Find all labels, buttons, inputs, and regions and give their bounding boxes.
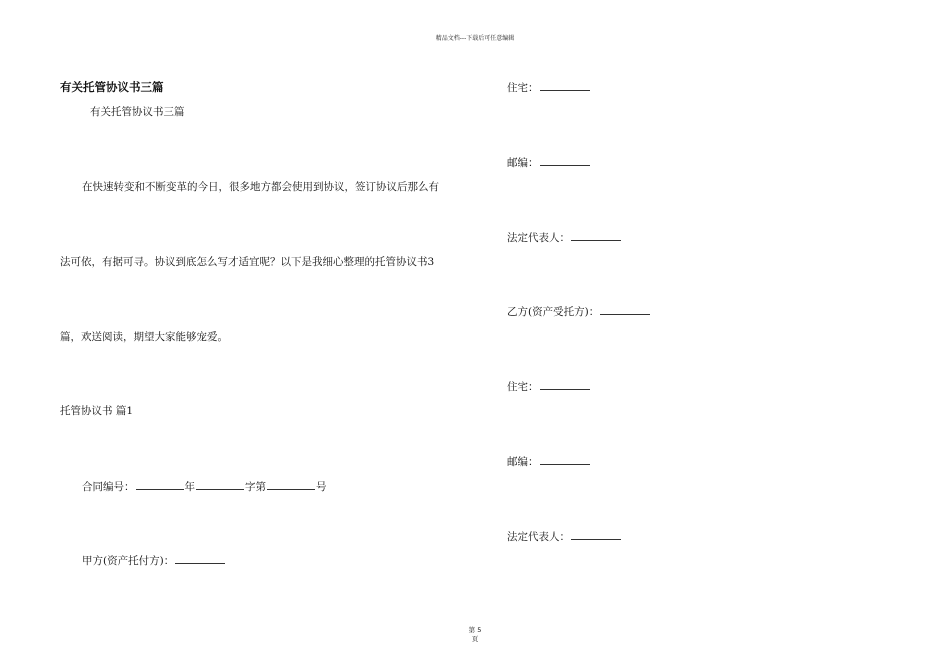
address-label-2: 住宅： bbox=[507, 381, 539, 393]
party-a-blank bbox=[175, 553, 225, 564]
intro-paragraph-line-3: 篇，欢送阅读，期望大家能够宠爱。 bbox=[60, 331, 228, 343]
party-b-blank bbox=[600, 304, 650, 315]
legal-rep-blank-2 bbox=[571, 529, 621, 540]
party-a-label: 甲方(资产托付方)： bbox=[82, 555, 175, 567]
contract-number-label: 合同编号： bbox=[82, 481, 135, 493]
legal-rep-line-1 bbox=[507, 230, 622, 245]
page-number-line-1: 第 5 bbox=[468, 626, 482, 634]
contract-number-line bbox=[82, 479, 327, 494]
page-number bbox=[0, 626, 950, 644]
section-heading: 托管协议书 篇1 bbox=[60, 405, 134, 417]
intro-paragraph-line-1: 在快速转变和不断变革的今日，很多地方都会使用到协议，签订协议后那么有 bbox=[82, 181, 439, 193]
legal-rep-label-1: 法定代表人： bbox=[507, 232, 570, 244]
postcode-line-1 bbox=[507, 155, 591, 170]
postcode-blank-1 bbox=[540, 155, 590, 166]
number-blank bbox=[267, 479, 315, 490]
party-b-line bbox=[507, 304, 651, 319]
postcode-label-1: 邮编： bbox=[507, 157, 539, 169]
page-number-line-2: 页 bbox=[471, 635, 479, 643]
legal-rep-line-2 bbox=[507, 529, 622, 544]
postcode-line-2 bbox=[507, 454, 591, 469]
party-a-line bbox=[82, 553, 226, 568]
year-blank bbox=[196, 479, 244, 490]
hao-label: 号 bbox=[316, 481, 327, 493]
address-label-1: 住宅： bbox=[507, 82, 539, 94]
document-title: 有关托管协议书三篇 bbox=[60, 80, 164, 94]
address-line-2 bbox=[507, 379, 591, 394]
address-blank-2 bbox=[540, 379, 590, 390]
year-label: 年 bbox=[184, 481, 195, 493]
document-subtitle: 有关托管协议书三篇 bbox=[90, 106, 185, 118]
legal-rep-blank-1 bbox=[571, 230, 621, 241]
postcode-blank-2 bbox=[540, 454, 590, 465]
document-header-note: 精品文档---下载后可任意编辑 bbox=[435, 35, 515, 42]
postcode-label-2: 邮编： bbox=[507, 456, 539, 468]
intro-paragraph-line-2: 法可依，有据可寻。协议到底怎么写才适宜呢？以下是我细心整理的托管协议书3 bbox=[60, 256, 435, 268]
contract-prefix-blank bbox=[136, 479, 184, 490]
zi-label: 字第 bbox=[245, 481, 266, 493]
legal-rep-label-2: 法定代表人： bbox=[507, 531, 570, 543]
address-line-1 bbox=[507, 80, 591, 95]
address-blank-1 bbox=[540, 80, 590, 91]
party-b-label: 乙方(资产受托方)： bbox=[507, 306, 600, 318]
